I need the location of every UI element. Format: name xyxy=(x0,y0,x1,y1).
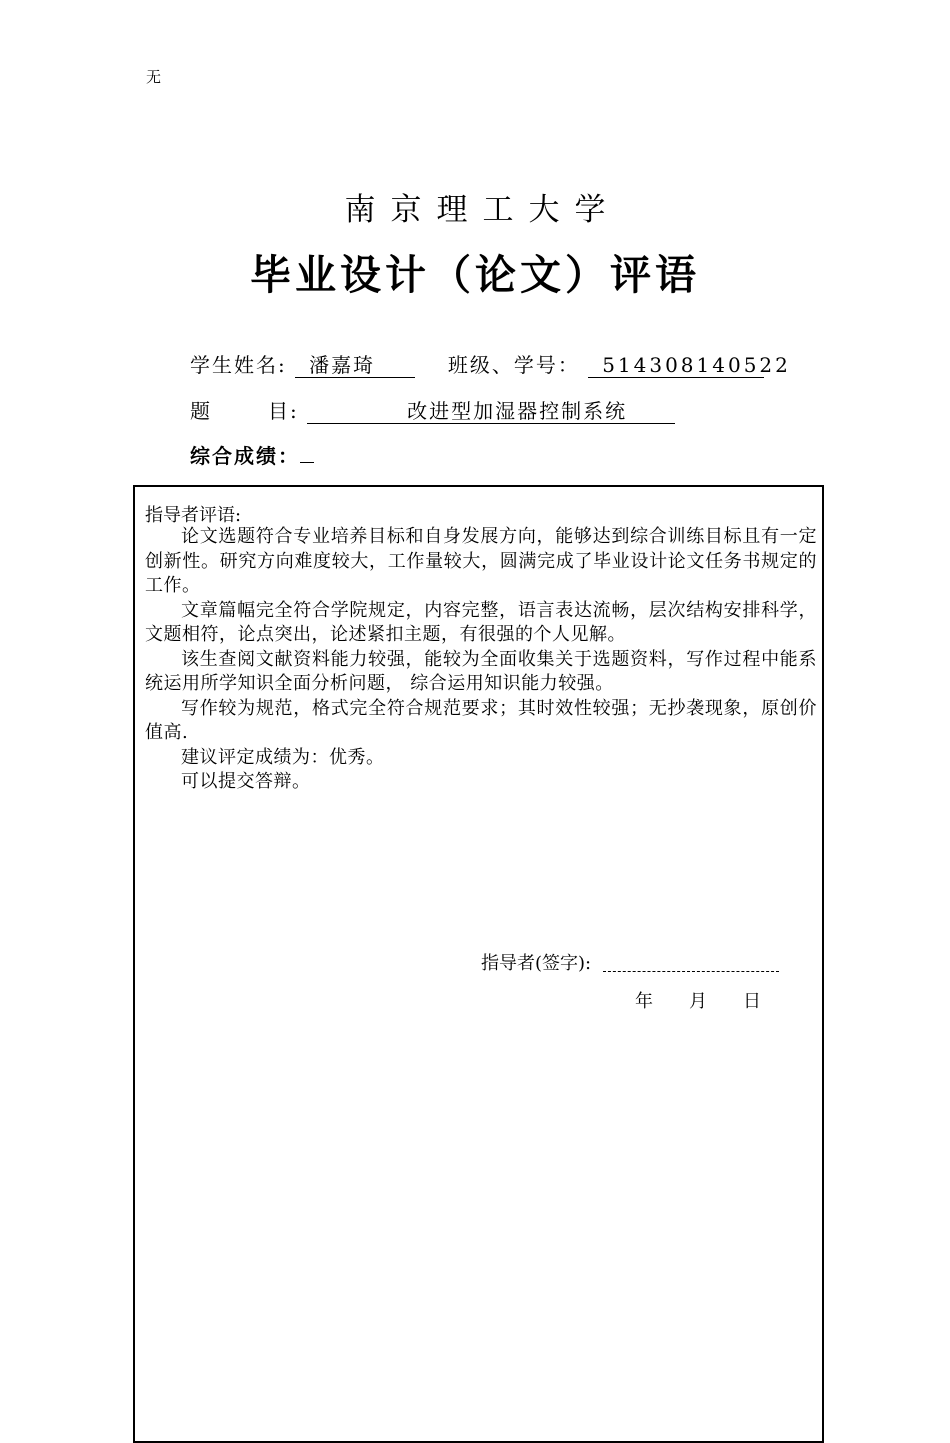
grade-row xyxy=(190,440,314,469)
signature-row xyxy=(481,949,779,975)
topic-label-first: 题 xyxy=(190,399,212,423)
comment-paragraph: 可以提交答辩。 xyxy=(181,771,311,792)
signature-label: 指导者(签字): xyxy=(481,953,592,974)
grade-label: 综合成绩： xyxy=(190,444,300,468)
topic-label-second: 目: xyxy=(268,399,299,423)
comment-paragraph: 写作较为规范，格式完全符合规范要求；其时效性较强；无抄袭现象，原创价值高. xyxy=(145,697,817,743)
university-name: 南京理工大学 xyxy=(344,192,621,228)
comment-body xyxy=(145,525,817,795)
comment-paragraph: 建议评定成绩为：优秀。 xyxy=(181,746,385,768)
grade-value xyxy=(300,462,314,463)
date-row xyxy=(635,987,761,1013)
corner-mark: 无 xyxy=(146,68,162,86)
student-id-label: 班级、学号： xyxy=(447,353,580,377)
student-name-value: 潘嘉琦 xyxy=(295,353,415,378)
comment-box xyxy=(133,485,824,1443)
student-id-value: 514308140522 xyxy=(588,353,764,378)
topic-row xyxy=(190,395,675,424)
signature-line xyxy=(603,957,779,972)
comment-paragraph: 论文选题符合专业培养目标和自身发展方向，能够达到综合训练目标且有一定创新性。研究方向难度较大，工作量较大，圆满完成了毕业设计论文任务书规定的工作。 xyxy=(145,526,817,596)
date-year: 年 xyxy=(635,991,653,1012)
topic-value: 改进型加湿器控制系统 xyxy=(307,399,675,424)
comment-label: 指导者评语: xyxy=(145,505,242,526)
comment-paragraph: 文章篇幅完全符合学院规定，内容完整，语言表达流畅，层次结构安排科学，文题相符，论点突出，论述紧扣主题，有很强的个人见解。 xyxy=(145,599,817,645)
date-month: 月 xyxy=(689,991,707,1012)
document-title: 毕业设计（论文）评语 xyxy=(250,251,700,299)
student-info-row xyxy=(190,349,791,378)
date-day: 日 xyxy=(743,991,761,1012)
comment-paragraph: 该生查阅文献资料能力较强，能较为全面收集关于选题资料，写作过程中能系统运用所学知识全面分析问题， 综合运用知识能力较强。 xyxy=(145,648,817,694)
student-name-label: 学生姓名: xyxy=(190,353,287,377)
